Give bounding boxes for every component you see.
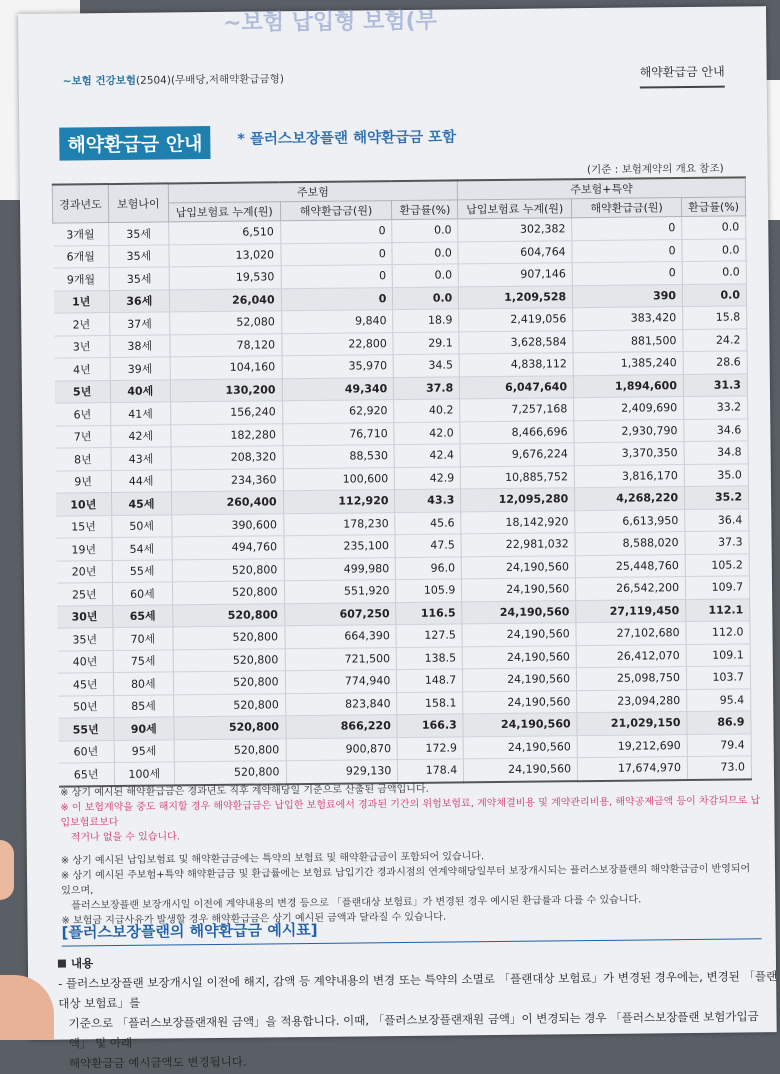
row-age: 55세 bbox=[112, 559, 172, 582]
row-rider-rate: 0.0 bbox=[682, 261, 746, 284]
row-rider-rate: 34.6 bbox=[684, 418, 748, 441]
row-rider-cum: 24,190,560 bbox=[463, 713, 577, 737]
row-rider-refund: 25,098,750 bbox=[577, 667, 687, 691]
row-period: 20년 bbox=[56, 560, 112, 583]
row-main-cum: 130,200 bbox=[170, 378, 282, 402]
row-main-refund: 664,390 bbox=[284, 625, 396, 649]
table-basis-note: (기준 : 보험계약의 개요 참조) bbox=[586, 162, 724, 177]
row-period: 10년 bbox=[56, 493, 112, 516]
row-main-rate: 116.5 bbox=[396, 601, 462, 624]
row-rider-rate: 36.4 bbox=[685, 508, 749, 531]
row-rider-cum: 6,047,640 bbox=[460, 375, 574, 399]
row-main-rate: 29.1 bbox=[393, 331, 459, 354]
row-main-rate: 40.2 bbox=[394, 399, 460, 422]
row-period: 65년 bbox=[58, 763, 114, 787]
ghost-title: ~보험 납입형 보험(부 bbox=[222, 8, 438, 36]
row-rider-cum: 10,885,752 bbox=[461, 465, 575, 489]
section-body bbox=[58, 966, 779, 1074]
header-main: 주보험 bbox=[168, 180, 458, 203]
row-period: 40년 bbox=[57, 650, 113, 673]
row-rider-refund: 25,448,760 bbox=[575, 554, 685, 578]
row-rider-refund: 27,102,680 bbox=[576, 622, 686, 646]
row-main-rate: 172.9 bbox=[397, 736, 463, 759]
row-main-refund: 0 bbox=[280, 242, 392, 266]
row-main-rate: 138.5 bbox=[397, 646, 463, 669]
row-main-refund: 49,340 bbox=[282, 377, 394, 401]
row-rider-rate: 105.2 bbox=[685, 553, 749, 576]
row-main-rate: 42.0 bbox=[394, 421, 460, 444]
row-rider-cum: 9,676,224 bbox=[460, 443, 574, 467]
row-age: 38세 bbox=[110, 334, 170, 357]
header-age: 보험나이 bbox=[108, 183, 168, 222]
note-2a: ※ 이 보험계약을 중도 해지할 경우 해약환급금은 납입한 보험료에서 경과된 기간의 위험보험료, 계약체결비용 및 계약관리비용, 해약공제금액 등이 차감되므로 납입보험료보다 bbox=[60, 795, 761, 829]
row-period: 50년 bbox=[58, 695, 114, 718]
header-main-refund: 해약환급금(원) bbox=[280, 201, 392, 221]
row-age: 40세 bbox=[110, 379, 170, 402]
row-main-rate: 148.7 bbox=[397, 669, 463, 692]
row-main-rate: 42.9 bbox=[395, 466, 461, 489]
row-period: 19년 bbox=[56, 538, 112, 561]
row-main-cum: 520,800 bbox=[174, 716, 286, 740]
row-main-refund: 0 bbox=[281, 287, 393, 311]
row-main-cum: 520,800 bbox=[173, 626, 285, 650]
row-rider-cum: 4,838,112 bbox=[459, 353, 573, 377]
row-rider-rate: 31.3 bbox=[683, 373, 747, 396]
row-rider-rate: 24.2 bbox=[683, 328, 747, 351]
row-period: 6년 bbox=[55, 403, 111, 426]
row-age: 65세 bbox=[113, 604, 173, 627]
row-rider-refund: 0 bbox=[572, 239, 682, 263]
row-main-cum: 208,320 bbox=[171, 446, 283, 470]
row-main-rate: 0.0 bbox=[393, 264, 459, 287]
row-main-rate: 47.5 bbox=[395, 534, 461, 557]
row-period: 45년 bbox=[57, 673, 113, 696]
row-main-cum: 260,400 bbox=[171, 491, 283, 515]
row-main-cum: 182,280 bbox=[171, 423, 283, 447]
row-period: 15년 bbox=[56, 515, 112, 538]
header-period: 경과년도 bbox=[52, 184, 108, 223]
row-main-rate: 166.3 bbox=[397, 714, 463, 737]
row-age: 80세 bbox=[113, 672, 173, 695]
row-rider-rate: 79.4 bbox=[687, 733, 751, 756]
square-bullet-icon bbox=[58, 960, 66, 968]
row-main-refund: 0 bbox=[281, 265, 393, 289]
document-page bbox=[18, 6, 778, 1071]
header-main-cum: 납입보험료 누계(원) bbox=[168, 202, 280, 222]
row-age: 36세 bbox=[109, 289, 169, 312]
row-rider-refund: 390 bbox=[573, 284, 683, 308]
row-age: 37세 bbox=[110, 312, 170, 335]
row-main-rate: 18.9 bbox=[393, 309, 459, 332]
row-rider-rate: 0.0 bbox=[682, 238, 746, 261]
row-main-cum: 78,120 bbox=[170, 333, 282, 357]
header-main-rate: 환급률(%) bbox=[392, 200, 458, 220]
row-main-rate: 96.0 bbox=[396, 556, 462, 579]
row-main-refund: 721,500 bbox=[285, 647, 397, 671]
row-main-cum: 104,160 bbox=[170, 356, 282, 380]
row-rider-refund: 23,094,280 bbox=[577, 689, 687, 713]
row-rider-cum: 302,382 bbox=[458, 218, 572, 242]
row-main-refund: 774,940 bbox=[285, 670, 397, 694]
row-period: 5년 bbox=[54, 380, 110, 403]
product-code: (2504)(무배당,저해약환급금형) bbox=[135, 73, 284, 87]
note-4b: 플러스보장플랜 보장개시일 이전에 계약내용의 변경 등으로 「플랜대상 보험료」가 변경된 경우 예시된 환급률과 다를 수 있습니다. bbox=[71, 894, 642, 912]
row-period: 6개월 bbox=[53, 245, 109, 268]
row-main-refund: 22,800 bbox=[281, 332, 393, 356]
row-main-cum: 13,020 bbox=[169, 243, 281, 267]
row-main-refund: 178,230 bbox=[283, 512, 395, 536]
note-1: ※ 상기 예시된 해약환급금은 경과년도 직후 계약해당일 기준으로 산출된 금액입니다. bbox=[60, 783, 429, 799]
row-main-rate: 127.5 bbox=[396, 624, 462, 647]
header-main-rider: 주보험+특약 bbox=[458, 177, 746, 200]
row-rider-cum: 8,466,696 bbox=[460, 420, 574, 444]
row-rider-rate: 112.0 bbox=[686, 621, 750, 644]
row-rider-cum: 604,764 bbox=[458, 240, 572, 264]
row-rider-refund: 383,420 bbox=[573, 307, 683, 331]
row-rider-cum: 24,190,560 bbox=[463, 735, 577, 759]
row-period: 55년 bbox=[58, 718, 114, 741]
row-main-refund: 88,530 bbox=[283, 445, 395, 469]
row-rider-refund: 2,409,690 bbox=[574, 397, 684, 421]
row-rider-rate: 0.0 bbox=[682, 283, 746, 306]
row-period: 2년 bbox=[54, 313, 110, 336]
row-rider-refund: 1,385,240 bbox=[573, 352, 683, 376]
row-age: 45세 bbox=[111, 492, 171, 515]
row-rider-cum: 18,142,920 bbox=[461, 510, 575, 534]
note-2b: 적거나 없을 수 있습니다. bbox=[70, 831, 181, 844]
row-rider-rate: 112.1 bbox=[686, 598, 750, 621]
note-3: ※ 상기 예시된 납입보험료 및 해약환급금에는 특약의 보험료 및 해약환급금이 포함되어 있습니다. bbox=[60, 851, 485, 867]
row-main-cum: 520,800 bbox=[172, 581, 284, 605]
row-age: 35세 bbox=[109, 244, 169, 267]
row-age: 44세 bbox=[111, 469, 171, 492]
finger-top bbox=[0, 840, 14, 900]
row-main-rate: 0.0 bbox=[392, 241, 458, 264]
row-rider-refund: 27,119,450 bbox=[576, 599, 686, 623]
row-rider-cum: 24,190,560 bbox=[462, 600, 576, 624]
row-rider-refund: 0 bbox=[572, 217, 682, 241]
row-age: 70세 bbox=[113, 627, 173, 650]
item-label: 내용 bbox=[70, 956, 94, 971]
row-main-cum: 520,800 bbox=[172, 558, 284, 582]
row-period: 9개월 bbox=[53, 268, 109, 291]
row-main-cum: 19,530 bbox=[169, 266, 281, 290]
row-main-rate: 42.4 bbox=[394, 444, 460, 467]
row-period: 1년 bbox=[53, 290, 109, 313]
page-subtitle: * 플러스보장플랜 해약환급금 포함 bbox=[237, 129, 457, 148]
row-period: 25년 bbox=[56, 583, 112, 606]
row-period: 9년 bbox=[55, 470, 111, 493]
row-age: 42세 bbox=[111, 424, 171, 447]
row-rider-rate: 0.0 bbox=[682, 216, 746, 239]
row-age: 50세 bbox=[112, 514, 172, 537]
row-rider-rate: 35.2 bbox=[685, 486, 749, 509]
row-main-rate: 178.4 bbox=[398, 759, 464, 783]
row-rider-cum: 1,209,528 bbox=[459, 285, 573, 309]
product-name: ~보험 건강보험 bbox=[62, 74, 137, 88]
row-period: 30년 bbox=[57, 605, 113, 628]
row-main-rate: 37.8 bbox=[394, 376, 460, 399]
row-age: 39세 bbox=[110, 357, 170, 380]
row-rider-refund: 26,542,200 bbox=[576, 577, 686, 601]
row-main-cum: 520,800 bbox=[173, 671, 285, 695]
row-rider-rate: 28.6 bbox=[683, 351, 747, 374]
row-age: 54세 bbox=[112, 537, 172, 560]
note-4a: ※ 상기 예시된 주보험+특약 해약환급금 및 환급률에는 보험료 납입기간 경과시점의 연계약해당일부터 보장개시되는 플러스보장플랜의 해약환급금이 반영되어 있으며, bbox=[60, 863, 751, 897]
row-rider-rate: 73.0 bbox=[687, 756, 751, 780]
row-main-rate: 45.6 bbox=[395, 511, 461, 534]
row-main-refund: 235,100 bbox=[284, 535, 396, 559]
row-main-refund: 866,220 bbox=[285, 715, 397, 739]
row-main-refund: 900,870 bbox=[286, 737, 398, 761]
row-age: 43세 bbox=[111, 447, 171, 470]
row-main-refund: 76,710 bbox=[282, 422, 394, 446]
row-main-cum: 156,240 bbox=[170, 401, 282, 425]
row-rider-rate: 35.0 bbox=[684, 463, 748, 486]
row-rider-cum: 24,190,560 bbox=[462, 623, 576, 647]
row-rider-refund: 3,816,170 bbox=[574, 464, 684, 488]
row-period: 8년 bbox=[55, 448, 111, 471]
row-main-rate: 158.1 bbox=[397, 691, 463, 714]
body-line-2: 기준으로 「플러스보장플랜재원 금액」을 적용합니다. 이때, 「플러스보장플랜재원 금액」이 변경되는 경우 「플러스보장플랜 보험가입금액」 및 아래 bbox=[68, 1009, 759, 1051]
row-period: 60년 bbox=[58, 740, 114, 763]
header-rider-cum: 납입보험료 누계(원) bbox=[458, 199, 572, 219]
row-rider-rate: 34.8 bbox=[684, 441, 748, 464]
row-main-rate: 34.5 bbox=[393, 354, 459, 377]
row-rider-refund: 17,674,970 bbox=[577, 757, 687, 781]
row-main-cum: 494,760 bbox=[172, 536, 284, 560]
row-main-refund: 551,920 bbox=[284, 580, 396, 604]
row-period: 35년 bbox=[57, 628, 113, 651]
row-main-cum: 234,360 bbox=[171, 468, 283, 492]
row-age: 35세 bbox=[109, 222, 169, 245]
row-age: 35세 bbox=[109, 267, 169, 290]
row-rider-rate: 109.7 bbox=[685, 576, 749, 599]
refund-table bbox=[52, 176, 752, 787]
row-main-rate: 0.0 bbox=[393, 286, 459, 309]
row-period: 7년 bbox=[55, 425, 111, 448]
row-rider-refund: 2,930,790 bbox=[574, 419, 684, 443]
section-title: [플러스보장플랜의 해약환급금 예시표] bbox=[61, 920, 318, 942]
row-main-refund: 499,980 bbox=[284, 557, 396, 581]
row-rider-cum: 24,190,560 bbox=[462, 578, 576, 602]
row-main-refund: 929,130 bbox=[286, 760, 398, 784]
row-age: 85세 bbox=[114, 694, 174, 717]
row-main-rate: 43.3 bbox=[395, 489, 461, 512]
row-rider-refund: 8,588,020 bbox=[575, 532, 685, 556]
header-rider-refund: 해약환급금(원) bbox=[572, 198, 682, 218]
item-heading bbox=[58, 955, 93, 971]
row-main-cum: 520,800 bbox=[174, 761, 286, 785]
row-main-refund: 9,840 bbox=[281, 310, 393, 334]
row-period: 4년 bbox=[54, 358, 110, 381]
row-rider-refund: 3,370,350 bbox=[574, 442, 684, 466]
row-rider-cum: 2,419,056 bbox=[459, 308, 573, 332]
row-rider-cum: 12,095,280 bbox=[461, 488, 575, 512]
row-main-cum: 520,800 bbox=[172, 603, 284, 627]
row-main-refund: 35,970 bbox=[282, 355, 394, 379]
body-line-3: 해약환급금 예시금액도 변경됩니다. bbox=[68, 1054, 247, 1071]
row-main-refund: 0 bbox=[280, 220, 392, 244]
header-rider-rate: 환급률(%) bbox=[681, 197, 745, 217]
row-rider-refund: 21,029,150 bbox=[577, 712, 687, 736]
row-rider-refund: 4,268,220 bbox=[575, 487, 685, 511]
product-label bbox=[63, 71, 284, 88]
row-main-refund: 62,920 bbox=[282, 400, 394, 424]
row-rider-rate: 109.1 bbox=[686, 643, 750, 666]
row-main-rate: 0.0 bbox=[392, 219, 458, 242]
row-rider-cum: 24,190,560 bbox=[464, 758, 578, 782]
row-age: 41세 bbox=[110, 402, 170, 425]
row-period: 3년 bbox=[54, 335, 110, 358]
row-main-cum: 26,040 bbox=[169, 288, 281, 312]
row-rider-cum: 24,190,560 bbox=[461, 555, 575, 579]
row-age: 95세 bbox=[114, 739, 174, 762]
row-age: 60세 bbox=[112, 582, 172, 605]
row-main-cum: 520,800 bbox=[173, 648, 285, 672]
row-rider-cum: 907,146 bbox=[458, 263, 572, 287]
row-rider-refund: 0 bbox=[572, 262, 682, 286]
row-main-cum: 390,600 bbox=[172, 513, 284, 537]
row-age: 90세 bbox=[114, 717, 174, 740]
row-period: 3개월 bbox=[53, 223, 109, 246]
body-line-1: - 플러스보장플랜 보장개시일 이전에 해지, 감액 등 계약내용의 변경 또는 특약의 소멸로 「플랜대상 보험료」가 변경된 경우에는, 변경된 「플랜대상 보험료」를 bbox=[58, 969, 778, 1011]
row-rider-rate: 103.7 bbox=[686, 666, 750, 689]
row-rider-cum: 24,190,560 bbox=[463, 690, 577, 714]
row-main-refund: 607,250 bbox=[284, 602, 396, 626]
row-main-refund: 100,600 bbox=[283, 467, 395, 491]
row-rider-refund: 26,412,070 bbox=[576, 644, 686, 668]
row-main-refund: 112,920 bbox=[283, 490, 395, 514]
section-header: 해약환급금 안내 bbox=[640, 63, 725, 89]
row-rider-cum: 24,190,560 bbox=[462, 645, 576, 669]
row-rider-refund: 19,212,690 bbox=[577, 734, 687, 758]
row-rider-refund: 1,894,600 bbox=[573, 374, 683, 398]
row-rider-rate: 33.2 bbox=[684, 396, 748, 419]
row-rider-cum: 22,981,032 bbox=[461, 533, 575, 557]
page-title: 해약환급금 안내 bbox=[59, 126, 210, 161]
row-rider-refund: 6,613,950 bbox=[575, 509, 685, 533]
row-rider-rate: 37.3 bbox=[685, 531, 749, 554]
row-rider-cum: 3,628,584 bbox=[459, 330, 573, 354]
row-rider-rate: 15.8 bbox=[683, 306, 747, 329]
row-age: 75세 bbox=[113, 649, 173, 672]
row-main-rate: 105.9 bbox=[396, 579, 462, 602]
row-age: 100세 bbox=[114, 762, 174, 786]
row-rider-rate: 95.4 bbox=[687, 688, 751, 711]
row-rider-refund: 881,500 bbox=[573, 329, 683, 353]
notes bbox=[60, 778, 761, 928]
row-rider-rate: 86.9 bbox=[687, 711, 751, 734]
row-main-refund: 823,840 bbox=[285, 692, 397, 716]
row-rider-cum: 24,190,560 bbox=[463, 668, 577, 692]
row-rider-cum: 7,257,168 bbox=[460, 398, 574, 422]
row-main-cum: 520,800 bbox=[173, 693, 285, 717]
note-5: ※ 보험금 지급사유가 발생할 경우 해약환급금은 상기 예시된 금액과 달라질 수 있습니다. bbox=[61, 911, 447, 927]
row-main-cum: 6,510 bbox=[168, 221, 280, 245]
row-main-cum: 520,800 bbox=[174, 738, 286, 762]
row-main-cum: 52,080 bbox=[169, 311, 281, 335]
